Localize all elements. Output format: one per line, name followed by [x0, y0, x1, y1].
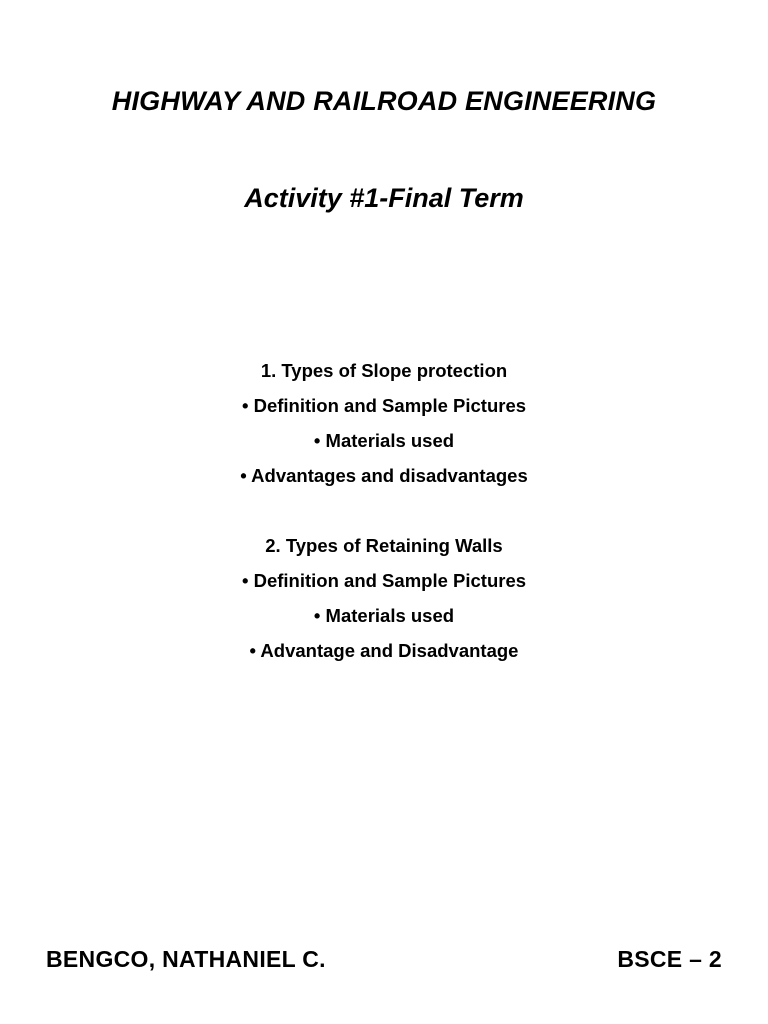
course-year: BSCE – 2	[617, 946, 722, 972]
bullet-item: • Definition and Sample Pictures	[241, 395, 527, 416]
bullet-item: • Materials used	[313, 430, 455, 451]
bullet-item: • Materials used	[313, 605, 455, 626]
bullet-item: • Advantages and disadvantages	[240, 465, 528, 486]
student-name: BENGCO, NATHANIEL C.	[46, 946, 326, 972]
bullet-item: • Definition and Sample Pictures	[241, 570, 527, 591]
section-heading: 1. Types of Slope protection	[260, 360, 508, 381]
course-title: HIGHWAY AND RAILROAD ENGINEERING	[111, 86, 657, 116]
section-retaining-walls	[0, 532, 768, 672]
bullet-item: • Advantage and Disadvantage	[249, 640, 519, 661]
section-heading: 2. Types of Retaining Walls	[265, 535, 503, 556]
activity-title: Activity #1-Final Term	[244, 183, 524, 213]
section-slope-protection	[0, 357, 768, 497]
